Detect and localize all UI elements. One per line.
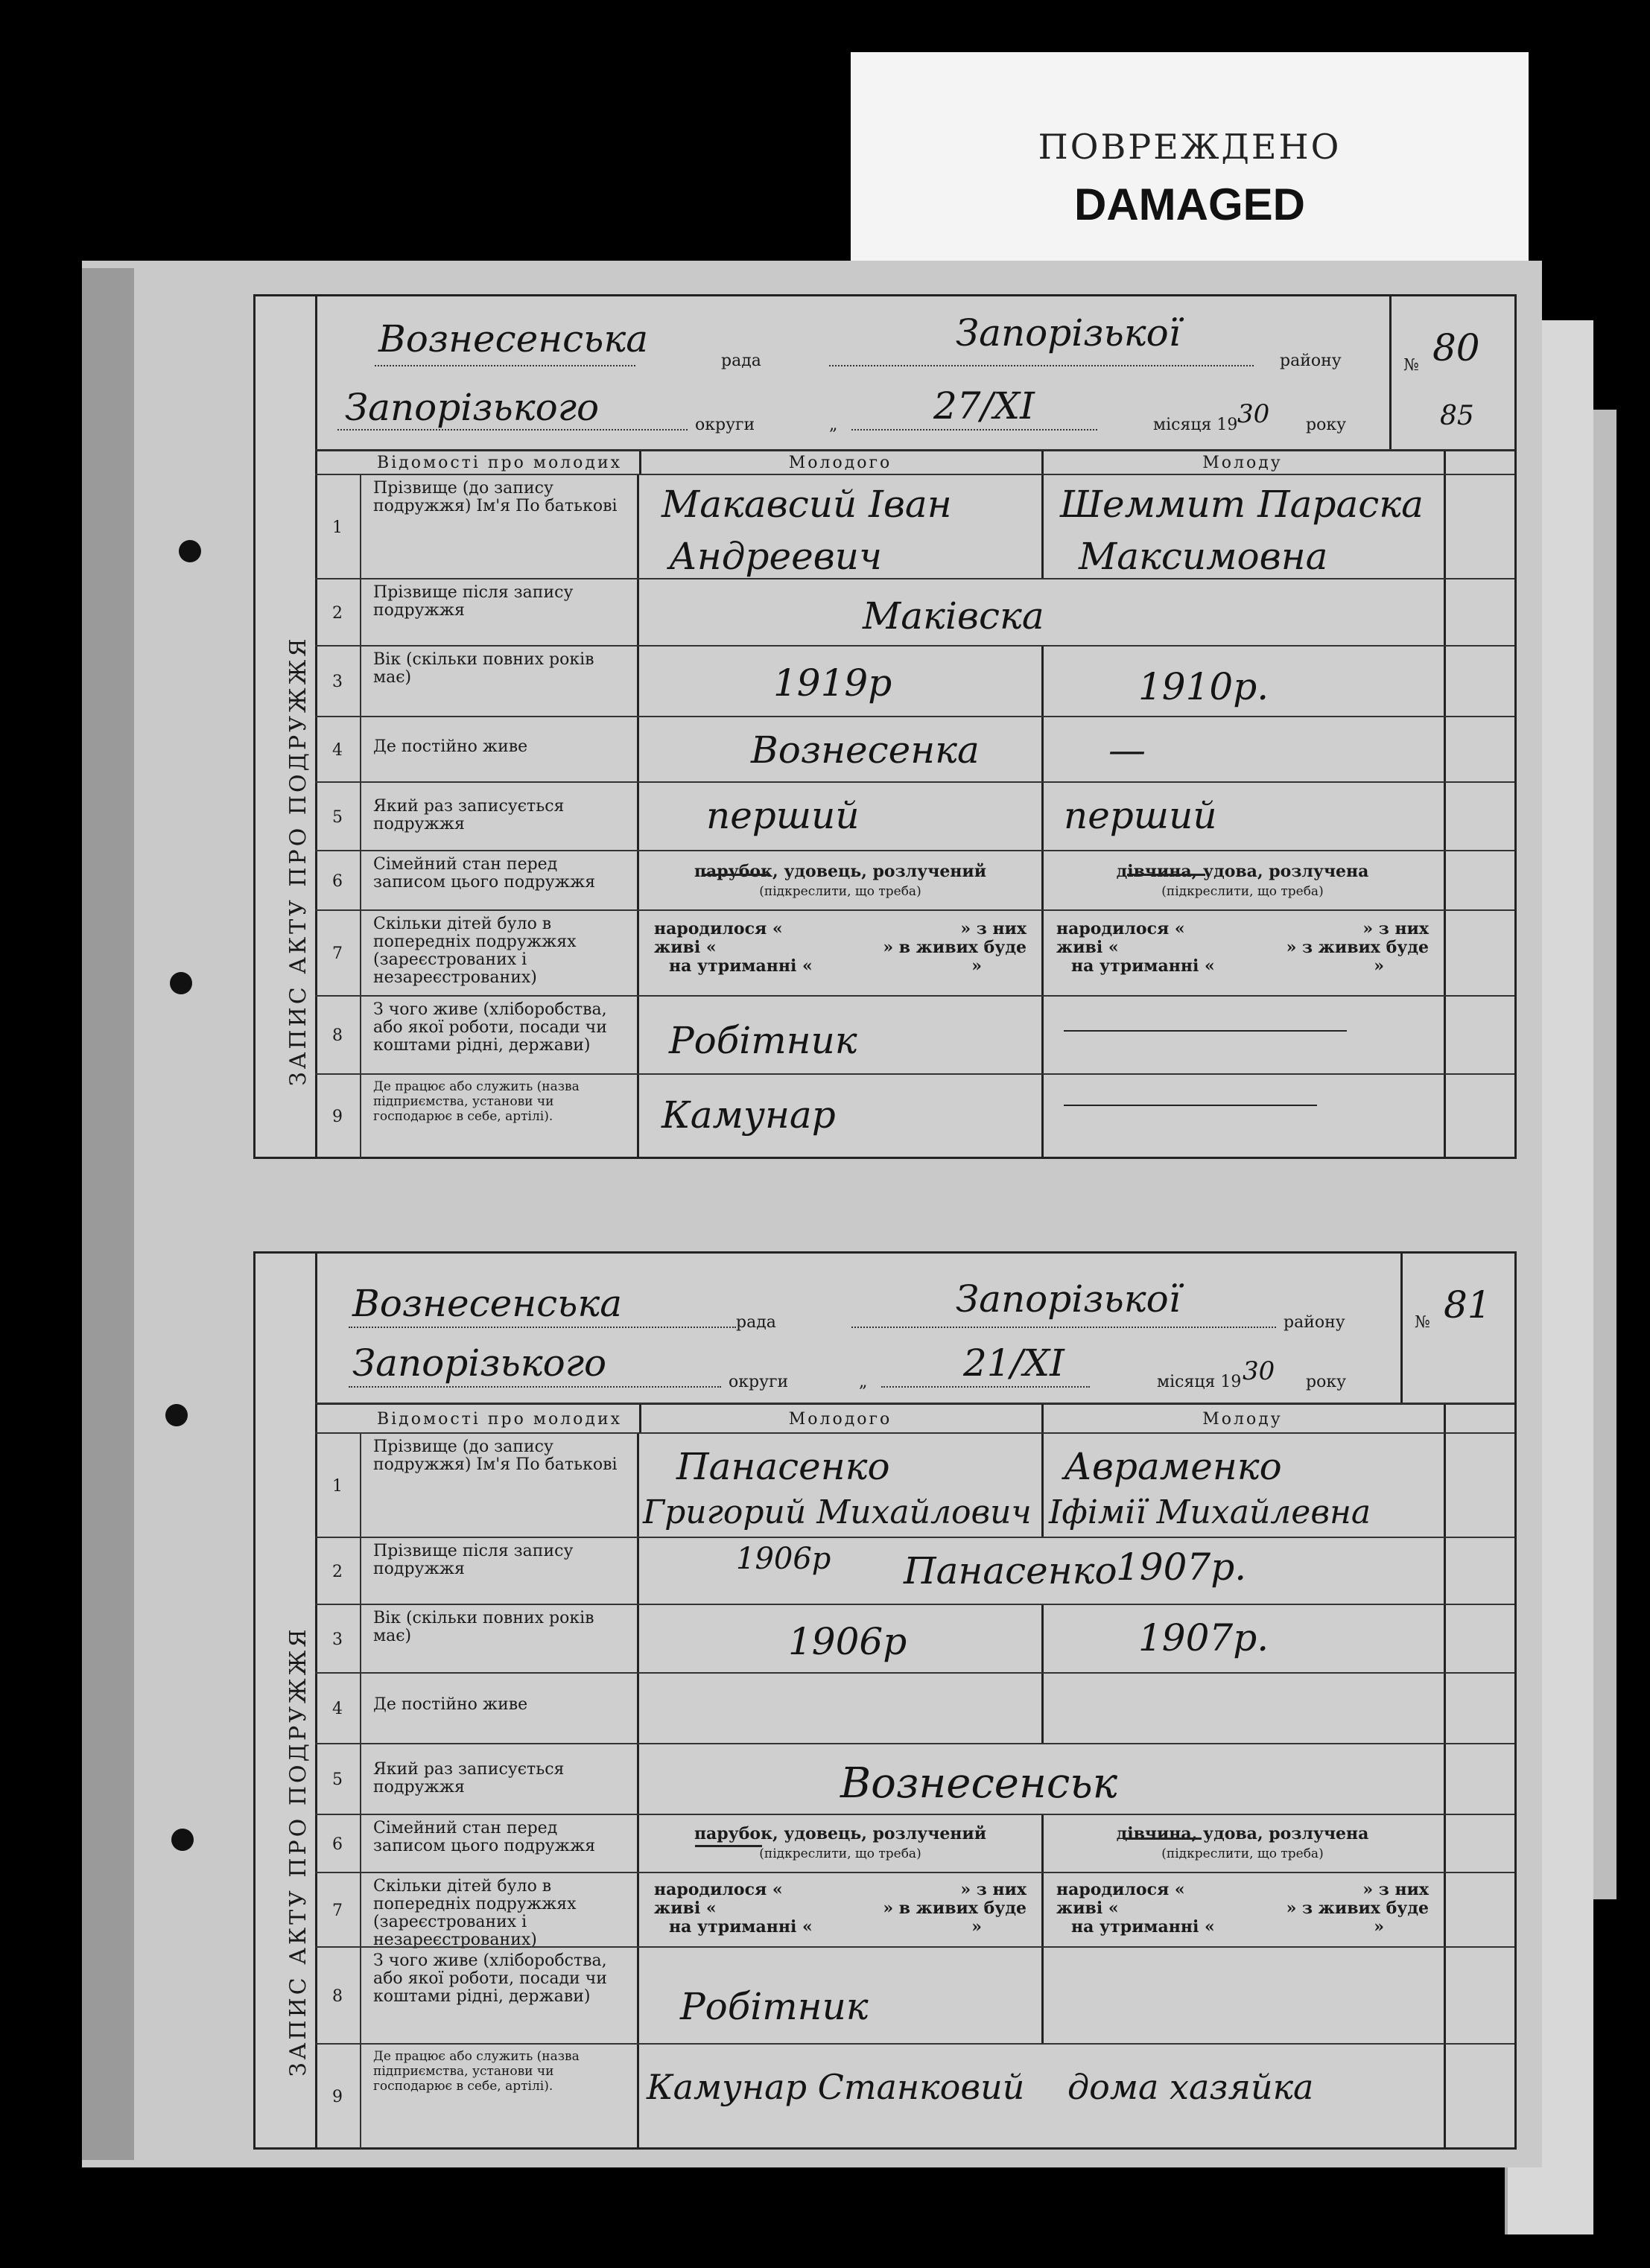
groom-cell — [639, 1434, 1044, 1538]
col-head-groom: Молодого — [639, 1404, 1044, 1434]
column-header-row — [315, 449, 1514, 475]
stamp-ru: ПОВРЕЖДЕНО — [1038, 127, 1342, 167]
row-label: Прізвище (до запису подружжя) Ім'я По батькові — [360, 1434, 639, 1538]
groom-patronymic: Андреевич — [669, 535, 883, 578]
record-header — [315, 1254, 1514, 1405]
bride-cell — [1041, 1075, 1446, 1158]
table-row — [315, 1946, 1514, 2045]
extra-cell — [1444, 851, 1514, 911]
row-number: 8 — [315, 997, 361, 1075]
bride-cell — [1041, 579, 1446, 647]
groom-age: 1906р — [788, 1620, 907, 1663]
born-label: народилося « — [654, 1880, 783, 1899]
bride-note-age: 1907р. — [1116, 1546, 1247, 1589]
table-row — [315, 1537, 1514, 1605]
raionu-label: району — [1283, 1313, 1345, 1332]
quote-mark: „ — [829, 416, 838, 434]
born-label: народилося « — [1056, 1880, 1185, 1899]
table-row — [315, 1073, 1514, 1158]
bride-cell — [1041, 647, 1446, 717]
underline — [881, 1386, 1090, 1388]
extra-cell — [1444, 783, 1514, 851]
dependent-close: » — [971, 956, 982, 976]
groom-cell — [639, 1815, 1044, 1873]
groom-workplace: Камунар Станковий — [647, 2067, 1025, 2107]
dash-line — [1064, 1105, 1317, 1106]
underline — [851, 1327, 1276, 1328]
groom-cell — [639, 579, 1044, 647]
bride-cell — [1041, 475, 1446, 579]
bride-cell — [1041, 1674, 1446, 1744]
roku-label: року — [1306, 416, 1347, 434]
bride-patronymic: Максимовна — [1079, 535, 1328, 578]
row-number: 2 — [315, 579, 361, 647]
groom-cell — [639, 647, 1044, 717]
alive-label: живі « — [654, 938, 717, 957]
strike-note: (підкреслити, що треба) — [1161, 1846, 1324, 1861]
table-row — [315, 1604, 1514, 1674]
table-row — [315, 1672, 1514, 1744]
dependent-label: на утриманні « — [669, 956, 813, 976]
strike-note: (підкреслити, що треба) — [759, 884, 921, 899]
groom-occupation: Робітник — [680, 1985, 869, 2028]
bride-cell — [1041, 1815, 1446, 1873]
row-label: Скільки дітей було в попередніх подружжях (зареєстрованих і незареєстрованих) — [360, 911, 639, 997]
groom-cell — [639, 1948, 1044, 2045]
table-row — [315, 1814, 1514, 1873]
number-sign: № — [1415, 1313, 1430, 1332]
binding-hole — [179, 540, 201, 562]
row-number: 1 — [315, 475, 361, 579]
of-them-label: » з них — [1362, 1880, 1429, 1899]
groom-cell — [639, 1538, 1117, 1605]
month-label: місяця 19 — [1153, 416, 1238, 434]
year-value: 30 — [1243, 1356, 1275, 1386]
dependent-close: » — [1374, 956, 1384, 976]
table-row — [315, 2043, 1514, 2149]
surname-after: Маківска — [863, 594, 1044, 638]
underline — [851, 429, 1097, 431]
col-head-bride: Молоду — [1041, 451, 1446, 475]
dependent-label: на утриманні « — [1071, 956, 1215, 976]
row-number: 3 — [315, 1605, 361, 1674]
extra-cell — [1444, 475, 1514, 579]
binding-hole — [170, 972, 192, 994]
record-sidebar — [256, 1254, 317, 2147]
row-label: Де працює або служить (назва підприємства, установи чи господарює в себе, артілі). — [360, 1075, 639, 1158]
row-label: Який раз записується подружжя — [360, 783, 639, 851]
extra-cell — [1444, 1538, 1514, 1605]
row-number: 9 — [315, 1075, 361, 1158]
bride-cell — [1041, 1873, 1446, 1948]
of-them-label: » з них — [1362, 919, 1429, 938]
will-be-label: » в живих буде — [883, 1899, 1027, 1918]
extra-cell — [1444, 2045, 1514, 2149]
groom-cell — [639, 475, 1044, 579]
rada-label: рада — [736, 1313, 776, 1332]
record-number: 80 — [1432, 326, 1480, 369]
col-head-info: Відомості про молодих — [360, 451, 641, 475]
row-label: Який раз записується подружжя — [360, 1744, 639, 1815]
strike-mark — [1127, 874, 1205, 876]
row-label: Сімейний стан перед записом цього подружжя — [360, 851, 639, 911]
extra-cell — [1444, 1674, 1514, 1744]
row-number: 4 — [315, 717, 361, 783]
year-value: 30 — [1237, 399, 1270, 429]
dash-line — [1064, 1030, 1347, 1032]
groom-status-options: парубок, удовець, розлучений — [694, 862, 987, 881]
underline — [349, 1327, 736, 1328]
groom-occupation: Робітник — [669, 1019, 857, 1062]
okruhy-label: округи — [729, 1373, 789, 1391]
bride-times: перший — [1064, 794, 1217, 837]
stamp-en: DAMAGED — [1074, 180, 1305, 229]
bride-name: Авраменко — [1064, 1445, 1282, 1488]
row-number: 4 — [315, 1674, 361, 1744]
bride-age: 1910р. — [1138, 665, 1269, 708]
number-sign: № — [1403, 356, 1419, 375]
children-lines — [654, 1881, 1027, 1937]
groom-residence: Вознесенськ — [840, 1759, 1118, 1808]
row-label: Скільки дітей було в попередніх подружжях (зареєстрованих і незареєстрованих) — [360, 1873, 639, 1948]
month-label: місяця 19 — [1157, 1373, 1242, 1391]
okruha-value: Запорізького — [345, 386, 600, 429]
marriage-record-2 — [253, 1251, 1517, 2150]
strike-mark — [1123, 1837, 1202, 1840]
extra-cell — [1444, 1075, 1514, 1158]
strike-note: (підкреслити, що треба) — [759, 1846, 921, 1861]
row-number: 1 — [315, 1434, 361, 1538]
row-label: Сімейний стан перед записом цього подружжя — [360, 1815, 639, 1873]
groom-cell — [639, 783, 1044, 851]
bride-cell — [1041, 783, 1446, 851]
row-label: Прізвище після запису подружжя — [360, 1538, 639, 1605]
bride-status-options: дівчина, удова, розлучена — [1116, 1824, 1369, 1843]
groom-cell — [639, 911, 1044, 997]
row-label: Прізвище після запису подружжя — [360, 579, 639, 647]
groom-note-age: 1906р — [736, 1542, 831, 1576]
groom-patronymic: Григорий Михайлович — [643, 1493, 1032, 1531]
record-number-box — [1389, 296, 1514, 449]
okruhy-label: округи — [695, 416, 755, 434]
groom-cell — [639, 717, 1044, 783]
selrada-value: Вознесенська — [378, 317, 649, 360]
groom-name: Макавсий Іван — [661, 483, 952, 526]
record-header — [315, 296, 1514, 451]
will-be-label: » в живих буде — [883, 938, 1027, 957]
roku-label: року — [1306, 1373, 1347, 1391]
bride-cell — [1041, 911, 1446, 997]
col-head-groom: Молодого — [639, 451, 1044, 475]
bride-cell — [1041, 1744, 1446, 1815]
groom-residence: Вознесенка — [751, 728, 980, 772]
extra-cell — [1444, 911, 1514, 997]
record-extra-number: 85 — [1440, 401, 1474, 431]
extra-cell — [1444, 1434, 1514, 1538]
alive-label: живі « — [1056, 1899, 1119, 1918]
bride-cell — [1041, 1948, 1446, 2045]
table-row — [315, 578, 1514, 647]
table-row — [315, 1743, 1514, 1815]
raion-value: Запорізької — [956, 1277, 1181, 1321]
strike-mark — [702, 874, 770, 876]
row-number: 7 — [315, 911, 361, 997]
row-label: Де постійно живе — [360, 1674, 639, 1744]
row-label: Вік (скільки повних років має) — [360, 647, 639, 717]
groom-cell — [639, 2045, 1041, 2149]
groom-cell — [639, 851, 1044, 911]
extra-cell — [1444, 717, 1514, 783]
selrada-value: Вознесенська — [352, 1282, 623, 1325]
row-number: 6 — [315, 851, 361, 911]
extra-cell — [1444, 1605, 1514, 1674]
extra-cell — [1444, 579, 1514, 647]
page-edge — [82, 268, 134, 2160]
bride-cell — [1041, 1605, 1446, 1674]
bride-cell — [1041, 997, 1446, 1075]
marriage-record-1 — [253, 294, 1517, 1159]
underline — [375, 365, 635, 366]
of-them-label: » з них — [960, 919, 1027, 938]
groom-cell — [639, 997, 1044, 1075]
bride-age: 1907р. — [1138, 1616, 1269, 1659]
table-row — [315, 781, 1514, 851]
bride-patronymic: Іфімії Михайлевна — [1049, 1493, 1371, 1531]
record-number: 81 — [1444, 1283, 1491, 1327]
row-label: З чого живе (хліборобства, або якої роботи, посади чи коштами рідні, держави) — [360, 997, 639, 1075]
children-lines — [654, 920, 1027, 976]
bride-status-options: дівчина, удова, розлучена — [1116, 862, 1369, 881]
extra-cell — [1444, 647, 1514, 717]
record-number-box — [1400, 1254, 1514, 1403]
table-row — [315, 995, 1514, 1075]
table-row — [315, 909, 1514, 997]
row-number: 2 — [315, 1538, 361, 1605]
raionu-label: району — [1280, 352, 1342, 370]
children-lines — [1056, 1881, 1429, 1937]
bride-residence: — — [1108, 728, 1146, 772]
row-label: Вік (скільки повних років має) — [360, 1605, 639, 1674]
table-row — [315, 1432, 1514, 1538]
dependent-close: » — [971, 1917, 982, 1937]
alive-label: живі « — [1056, 938, 1119, 957]
groom-cell — [639, 1744, 1118, 1815]
of-them-label: » з них — [960, 1880, 1027, 1899]
groom-workplace: Камунар — [661, 1093, 836, 1137]
groom-name: Панасенко — [676, 1445, 890, 1488]
row-label: З чого живе (хліборобства, або якої роботи, посади чи коштами рідні, держави) — [360, 1948, 639, 2045]
row-number: 3 — [315, 647, 361, 717]
table-row — [315, 850, 1514, 911]
col-head-bride: Молоду — [1041, 1404, 1446, 1434]
will-be-label: » з живих буде — [1286, 938, 1429, 957]
table-row — [315, 645, 1514, 717]
row-number: 9 — [315, 2045, 361, 2149]
bride-cell — [1041, 1538, 1446, 1605]
born-label: народилося « — [1056, 919, 1185, 938]
surname-after: Панасенко — [904, 1549, 1117, 1592]
underline — [337, 429, 688, 431]
bride-name: Шеммит Параска — [1060, 483, 1424, 526]
extra-cell — [1444, 1948, 1514, 2045]
groom-times: перший — [706, 794, 860, 837]
table-row — [315, 716, 1514, 783]
row-label: Прізвище (до запису подружжя) Ім'я По батькові — [360, 475, 639, 579]
dependent-label: на утриманні « — [1071, 1917, 1215, 1937]
strike-note: (підкреслити, що треба) — [1161, 884, 1324, 899]
record-sidebar — [256, 296, 317, 1157]
groom-status-options: парубок, удовець, розлучений — [694, 1824, 987, 1843]
row-number: 6 — [315, 1815, 361, 1873]
underline — [349, 1386, 721, 1388]
record-side-title: ЗАПИС АКТУ ПРО ПОДРУЖЖЯ — [285, 635, 311, 1086]
quote-mark: „ — [859, 1373, 868, 1391]
row-number: 5 — [315, 1744, 361, 1815]
groom-age: 1919р — [773, 661, 892, 705]
dependent-close: » — [1374, 1917, 1384, 1937]
bride-cell — [1041, 2045, 1446, 2149]
dependent-label: на утриманні « — [669, 1917, 813, 1937]
extra-cell — [1444, 1744, 1514, 1815]
row-label: Де працює або служить (назва підприємства, установи чи господарює в себе, артілі). — [360, 2045, 639, 2149]
alive-label: живі « — [654, 1899, 717, 1918]
table-row — [315, 1872, 1514, 1948]
bride-cell — [1041, 717, 1446, 783]
groom-cell — [639, 1674, 1044, 1744]
extra-cell — [1444, 1815, 1514, 1873]
binding-hole — [171, 1829, 194, 1851]
strike-mark — [695, 1845, 762, 1847]
column-header-row — [315, 1403, 1514, 1434]
row-number: 5 — [315, 783, 361, 851]
extra-cell — [1444, 997, 1514, 1075]
raion-value: Запорізької — [956, 311, 1181, 355]
row-label: Де постійно живе — [360, 717, 639, 783]
date-value: 21/XI — [963, 1341, 1064, 1385]
groom-cell — [639, 1075, 1044, 1158]
rada-label: рада — [721, 352, 761, 370]
bride-cell — [1041, 851, 1446, 911]
will-be-label: » з живих буде — [1286, 1899, 1429, 1918]
groom-cell — [639, 1605, 1044, 1674]
bride-cell — [1041, 1434, 1446, 1538]
col-head-info: Відомості про молодих — [360, 1404, 641, 1434]
groom-cell — [639, 1873, 1044, 1948]
binding-hole — [165, 1404, 188, 1426]
table-row — [315, 474, 1514, 579]
born-label: народилося « — [654, 919, 783, 938]
bride-workplace: дома хазяйка — [1067, 2067, 1314, 2107]
underline — [829, 365, 1254, 366]
row-number: 8 — [315, 1948, 361, 2045]
okruha-value: Запорізького — [352, 1341, 607, 1385]
date-value: 27/XI — [933, 384, 1035, 428]
extra-cell — [1444, 1873, 1514, 1948]
row-number: 7 — [315, 1873, 361, 1948]
record-side-title: ЗАПИС АКТУ ПРО ПОДРУЖЖЯ — [285, 1626, 311, 2077]
children-lines — [1056, 920, 1429, 976]
